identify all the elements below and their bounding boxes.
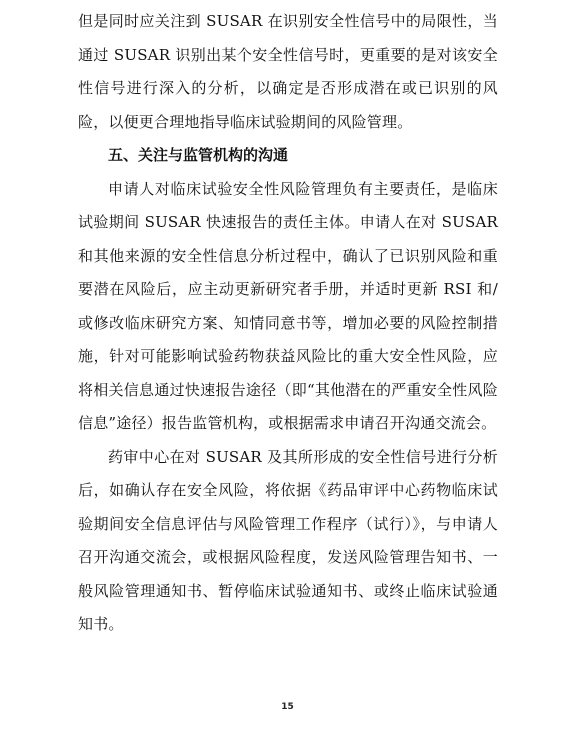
paragraph-cde-assessment: 药审中心在对 SUSAR 及其所形成的安全性信号进行分析后，如确认存在安全风险，将依据《药品审评中心药物临床试验期间安全信息评估与风险管理工作程序（试行）》，与申请人召开沟通交流会，或根据风险程度，发送风险管理告知书、一般风险管理通知书、暂停临床试验通知书、或终止临床试验通知书。: [78, 447, 498, 633]
page-number: 15: [281, 702, 294, 712]
paragraph-susar-limitations: 但是同时应关注到 SUSAR 在识别安全性信号中的局限性，当通过 SUSAR 识别出某个安全性信号时，更重要的是对该安全性信号进行深入的分析，以确定是否形成潜在或已识别的风险，以便更合理地指导临床试验期间的风险管理。: [78, 12, 498, 131]
paragraph-applicant-responsibility: 申请人对临床试验安全性风险管理负有主要责任，是临床试验期间 SUSAR 快速报告的责任主体。申请人在对 SUSAR 和其他来源的安全性信息分析过程中，确认了已识别风险和重要潜在风险后，应主动更新研究者手册，并适时更新 RSI 和/或修改临床研究方案、知情同意书等，增加必要的风险控制措施，针对可能影响试验药物获益风险比的重大安全性风险，应将相关信息通过快速报告途径（即“其他潜在的严重安全性风险信息”途径）报告监管机构，或根据需求申请召开沟通交流会。: [78, 179, 498, 432]
section-heading: 五、关注与监管机构的沟通: [108, 146, 289, 164]
document-body: [78, 5, 498, 642]
